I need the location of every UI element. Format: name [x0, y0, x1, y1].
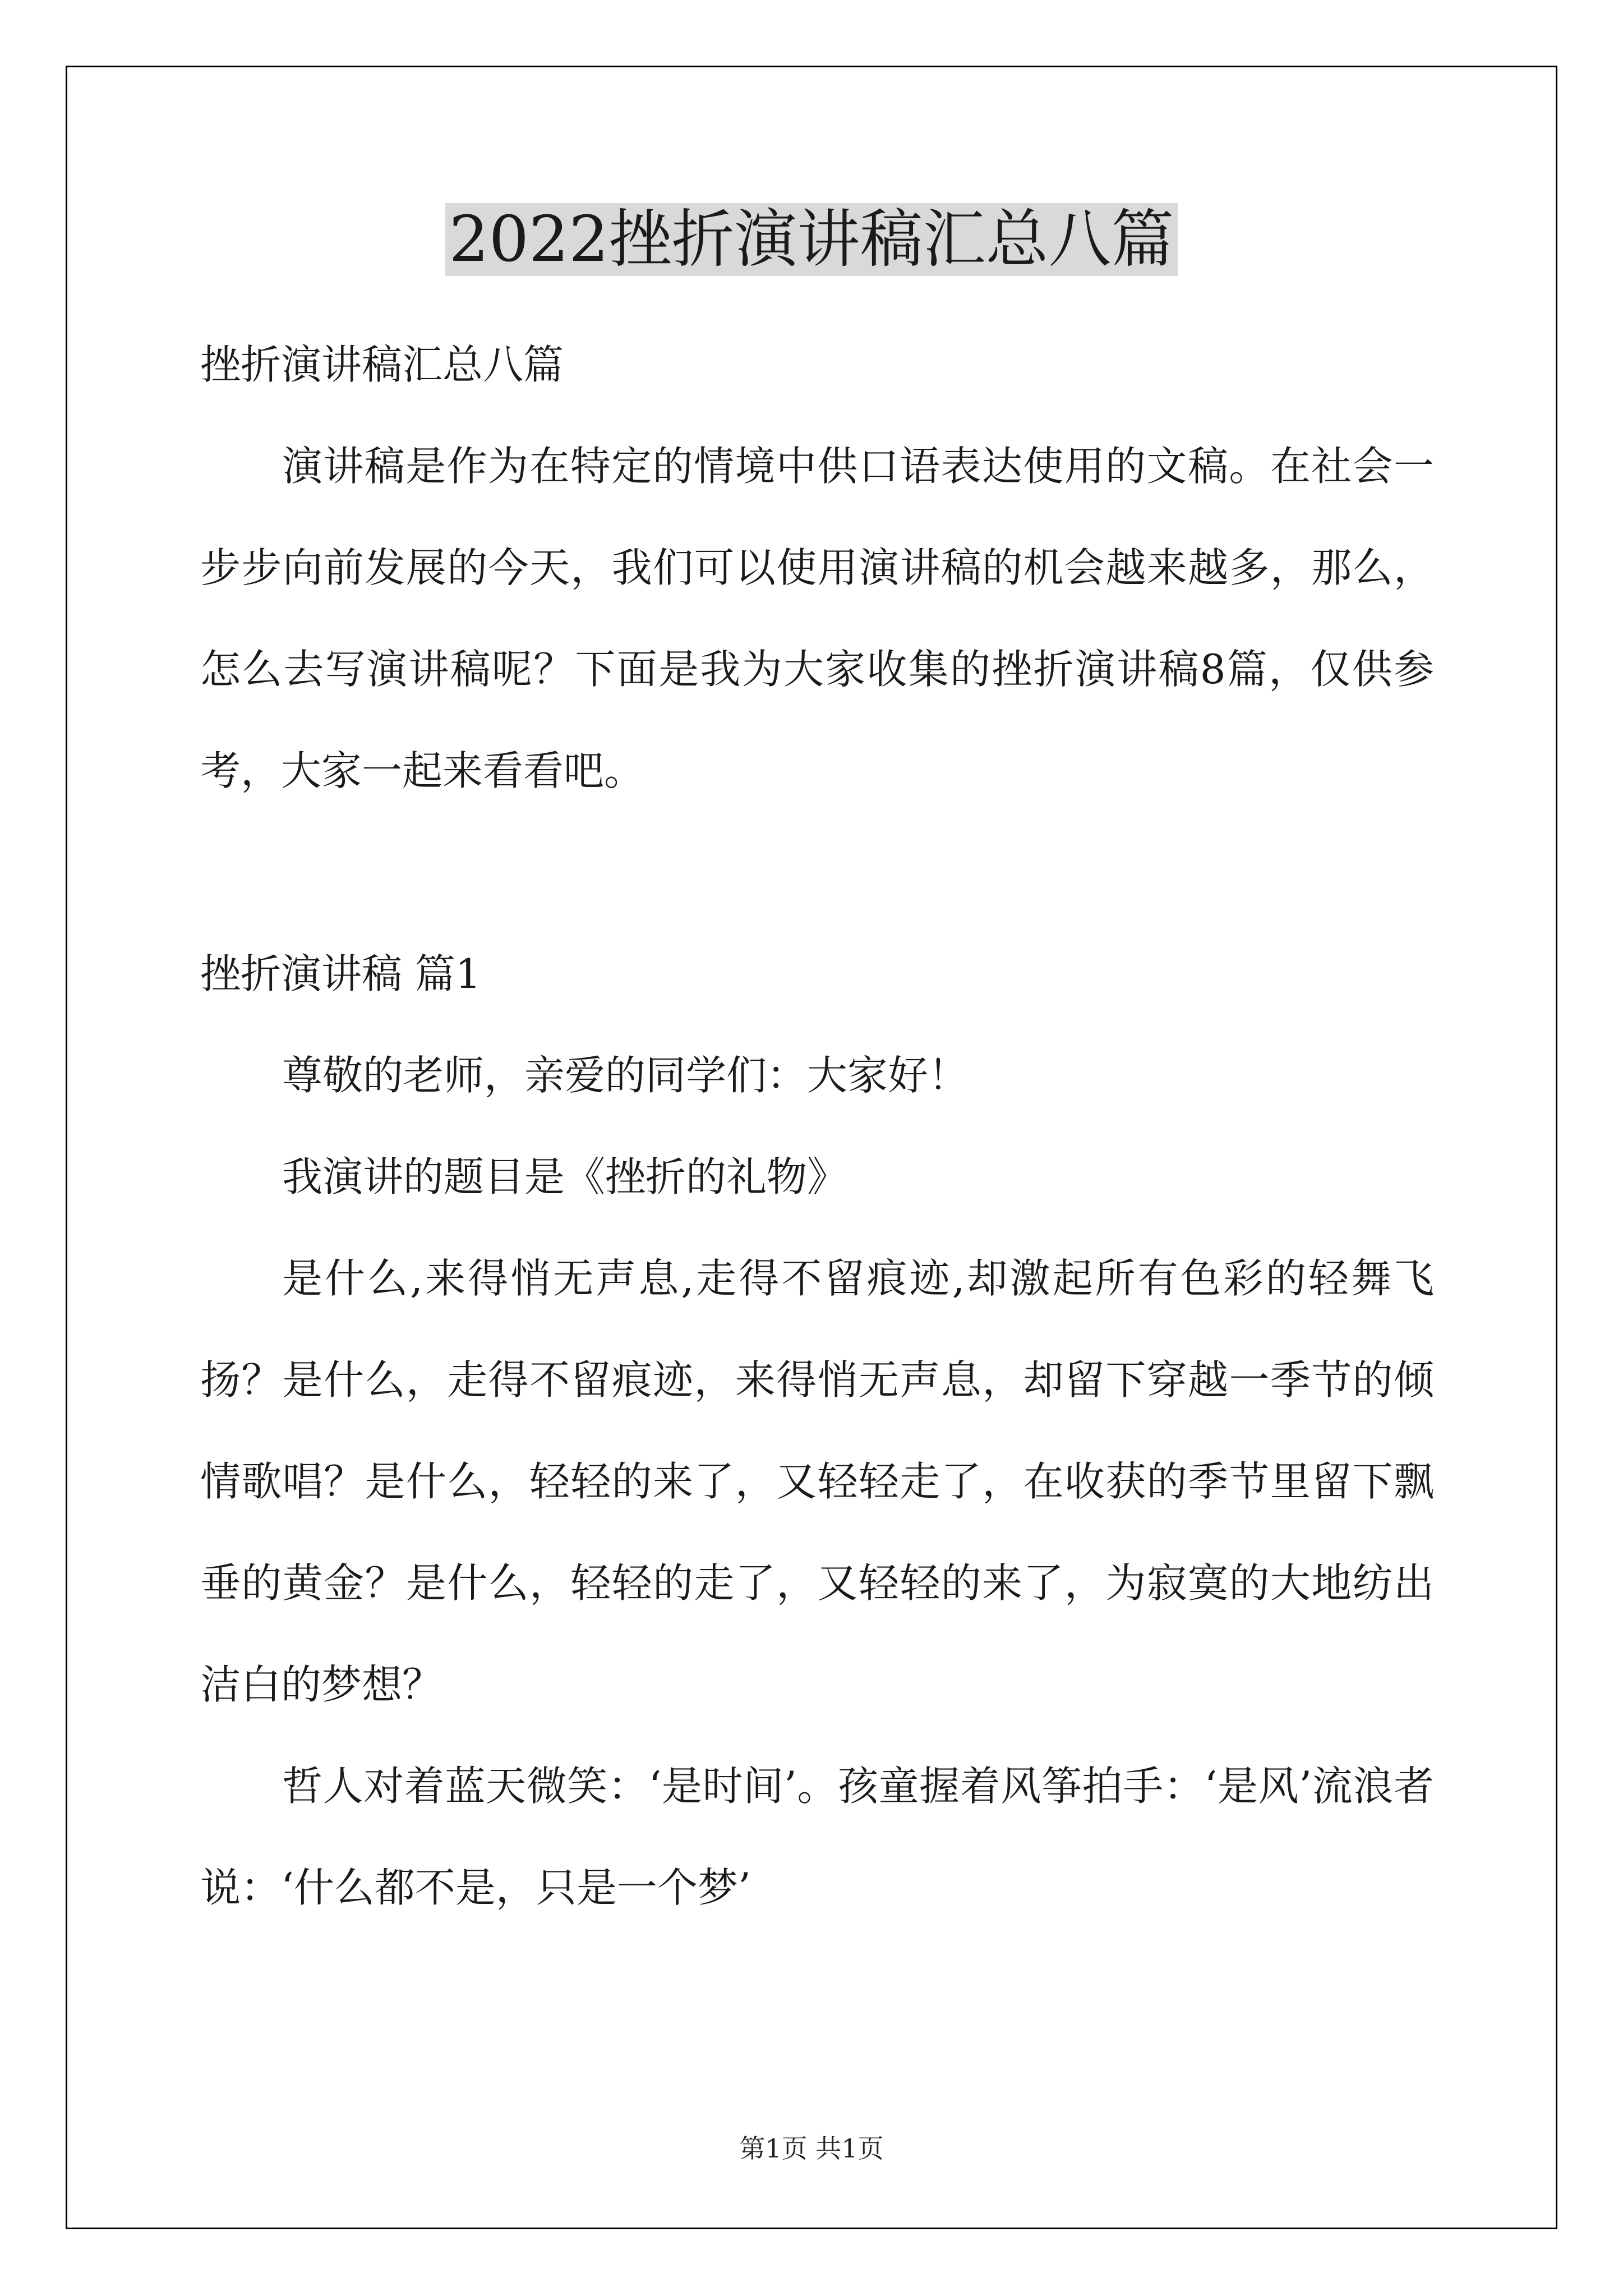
body-paragraph: 尊敬的老师，亲爱的同学们：大家好！ — [282, 1052, 969, 1099]
body-paragraph: 我演讲的题目是《挫折的礼物》 — [282, 1153, 848, 1200]
body-paragraph: 是什么,来得悄无声息,走得不留痕迹,却激起所有色彩的轻舞飞扬？是什么，走得不留痕迹，来得悄无声息，却留下穿越一季节的倾情歌唱？是什么，轻轻的来了，又轻轻走了，在收获的季节里留下飘垂的黄金？是什么，轻轻的走了，又轻轻的来了，为寂寞的大地纺出洁白的梦想？ — [200, 1255, 1434, 1708]
body-paragraph: 哲人对着蓝天微笑：‘是时间’。孩童握着风筝拍手：‘是风’流浪者说：‘什么都不是，只是一个梦’ — [200, 1763, 1434, 1911]
intro-paragraph: 演讲稿是作为在特定的情境中供口语表达使用的文稿。在社会一步步向前发展的今天，我们可以使用演讲稿的机会越来越多，那么，怎么去写演讲稿呢？下面是我为大家收集的挫折演讲稿8篇，仅供参考，大家一起来看看吧。 — [200, 443, 1434, 794]
document-subtitle: 挫折演讲稿汇总八篇 — [200, 341, 564, 388]
paragraph-gap — [200, 822, 1434, 923]
page-footer: 第1页 共1页 — [739, 2133, 884, 2164]
title-text: 2022挫折演讲稿汇总八篇 — [445, 203, 1177, 276]
document-body — [200, 314, 1434, 1939]
document-title — [0, 197, 1623, 282]
section-heading: 挫折演讲稿 篇1 — [200, 950, 481, 997]
